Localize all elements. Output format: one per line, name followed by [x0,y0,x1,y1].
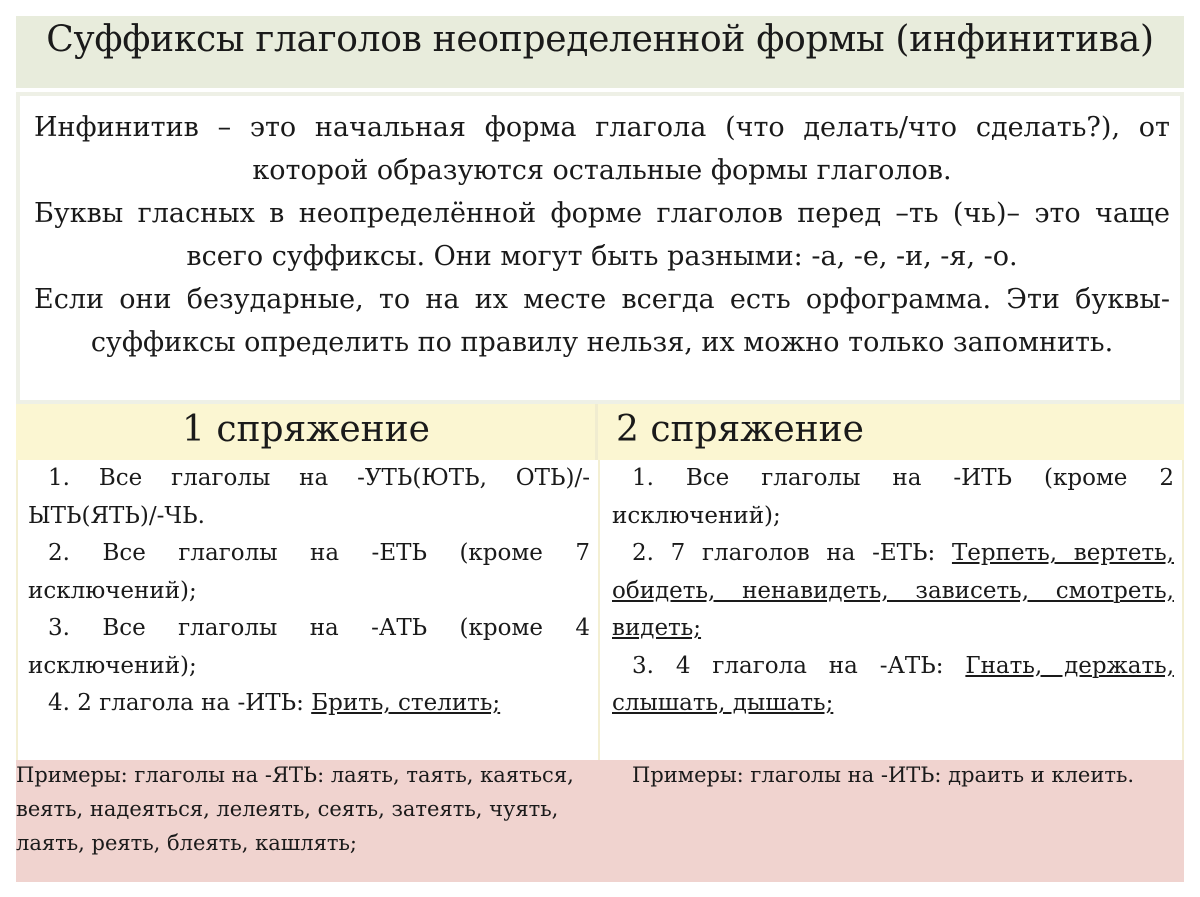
conjugation-2-column [600,460,1184,760]
intro-memorize: Если они безударные, то на их месте всегда есть орфограмма. Эти буквы-суффиксы определить по правилу нельзя, их можно только запомнить. [34,284,1170,358]
conj1-rule-4-prefix: 4. 2 глагола на -ИТЬ: [48,690,304,716]
conj2-examples: Примеры: глаголы на -ИТЬ: драить и клеить. [632,763,1135,787]
intro-box [16,92,1184,404]
conj1-rule-4 [28,685,590,723]
intro-vowels: Буквы гласных в неопределённой форме глаголов перед –ть (чь)– это чаще всего суффиксы. Они могут быть разными: -а, -е, -и, -я, -о. [34,198,1170,272]
title-bar [16,16,1184,88]
conjugation-1-column [16,460,600,760]
conjugation-2-header: 2 спряжение [598,404,1184,460]
conj2-rule-1: 1. Все глаголы на -ИТЬ (кроме 2 исключений); [612,465,1174,529]
conj2-rule-2 [612,535,1174,648]
conj2-rule-3-prefix: 3. 4 глагола на -АТЬ: [632,652,944,679]
conjugation-columns [16,460,1184,760]
conj2-rule-2-prefix: 2. 7 глаголов на -ЕТЬ: [632,540,936,566]
conj1-rule-3: 3. Все глаголы на -АТЬ (кроме 4 исключений); [28,615,590,679]
conj2-rule-2-words: Терпеть, вертеть, обидеть, ненавидеть, зависеть, смотреть, видеть; [612,540,1174,641]
examples-box [16,760,1184,882]
conj2-rule-3 [612,648,1174,723]
conjugation-headers [16,404,1184,460]
conj2-rule-3-words: Гнать, держать, слышать, дышать; [612,652,1174,716]
conj1-rule-1: 1. Все глаголы на -УТЬ(ЮТЬ, ОТЬ)/-ЫТЬ(ЯТЬ)/-ЧЬ. [28,465,590,529]
conj1-rule-4-words: Брить, стелить; [311,690,501,716]
page-title: Суффиксы глаголов неопределенной формы (инфинитива) [46,19,1154,60]
conj1-examples: Примеры: глаголы на -ЯТЬ: лаять, таять, каяться, веять, надеяться, лелеять, сеять, затеять, чуять, лаять, реять, блеять, кашлять; [16,763,574,855]
conjugation-1-header: 1 спряжение [16,404,598,460]
intro-definition: Инфинитив – это начальная форма глагола (что делать/что сделать?), от которой образуются остальные формы глаголов. [34,112,1170,186]
conj1-rule-2: 2. Все глаголы на -ЕТЬ (кроме 7 исключений); [28,540,590,604]
